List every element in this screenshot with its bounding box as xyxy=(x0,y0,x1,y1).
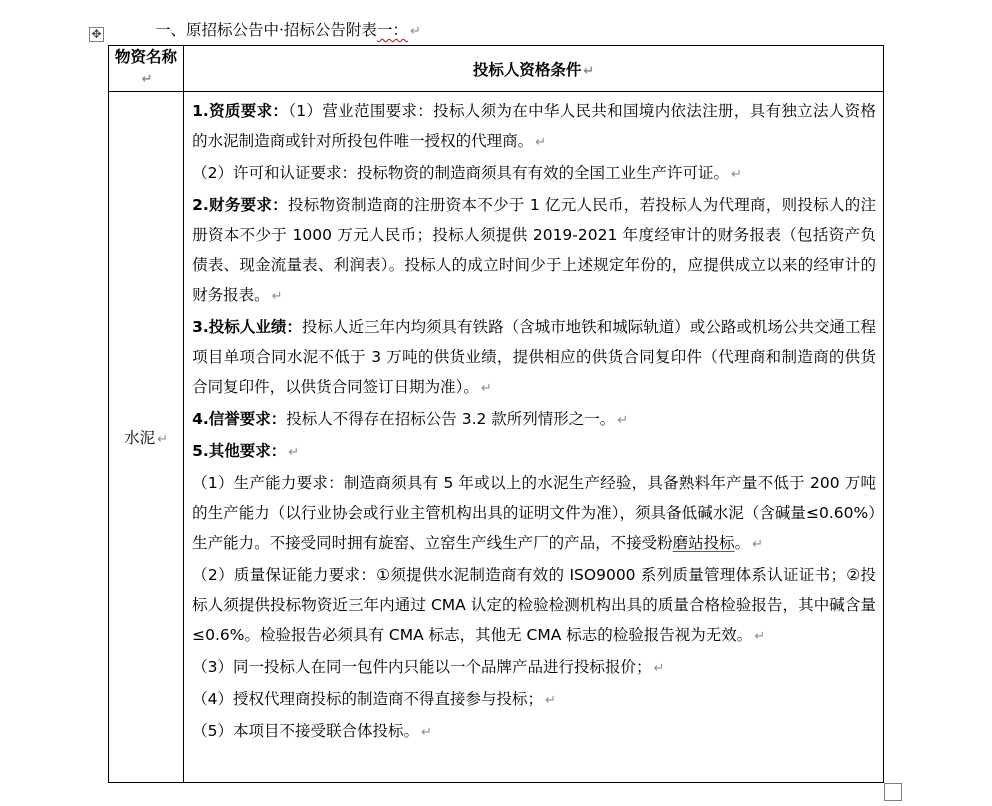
table-resize-handle-icon[interactable] xyxy=(884,783,902,801)
requirement-title: 2.财务要求： xyxy=(192,196,288,214)
requirement-paragraph xyxy=(192,716,876,748)
requirement-paragraph xyxy=(192,684,876,716)
header-qualification-label: 投标人资格条件 xyxy=(472,60,582,79)
underlined-term: 磨站投标 xyxy=(672,534,735,552)
requirement-text: （1）营业范围要求：投标人须为在中华人民共和国境内依法注册，具有独立法人资格的水泥制造商或针对所投包件唯一授权的代理商。 xyxy=(192,102,876,150)
paragraph-mark-icon: ↵ xyxy=(617,413,629,428)
paragraph-mark-icon: ↵ xyxy=(157,432,168,447)
requirement-paragraph xyxy=(192,468,876,560)
material-cell[interactable] xyxy=(109,92,184,783)
requirement-paragraph xyxy=(192,652,876,684)
requirement-paragraph xyxy=(192,312,876,404)
requirement-text: （3）同一投标人在同一包件内只能以一个品牌产品进行投标报价； xyxy=(192,658,652,676)
table-header-row xyxy=(109,46,884,92)
heading-text: 一、原招标公告中·招标公告附表 xyxy=(155,21,377,39)
qualification-table xyxy=(108,45,884,783)
section-heading xyxy=(155,20,421,40)
table-move-handle-icon[interactable]: ✥ xyxy=(89,27,104,42)
heading-text-spellcheck: 一： xyxy=(376,21,408,39)
requirement-text: （4）授权代理商投标的制造商不得直接参与投标； xyxy=(192,690,543,708)
requirement-paragraph xyxy=(192,158,876,190)
paragraph-mark-icon: ↵ xyxy=(535,135,547,150)
requirement-title: 4.信誉要求： xyxy=(192,410,287,428)
requirement-paragraph xyxy=(192,404,876,436)
paragraph-mark-icon: ↵ xyxy=(288,445,300,460)
requirement-paragraph xyxy=(192,436,876,468)
requirement-text: 投标物资制造商的注册资本不少于 1 亿元人民币，若投标人为代理商，则投标人的注册资本不少于 1000 万元人民币；投标人须提供 2019-2021 年度经审计的财务报表（包括资产负债表、现金流量表、利润表）。投标人的成立时间少于上述规定年份的，应提供成立以来的经审计的财务报表。 xyxy=(192,196,876,304)
qualification-text xyxy=(184,92,883,748)
requirement-text: 投标人不得存在招标公告 3.2 款所列情形之一。 xyxy=(286,410,616,428)
header-cell-qualification[interactable] xyxy=(184,46,884,92)
paragraph-mark-icon: ↵ xyxy=(653,661,665,676)
paragraph-mark-icon: ↵ xyxy=(480,381,492,396)
requirement-text-tail: 。 xyxy=(734,534,751,552)
requirement-text: （5）本项目不接受联合体投标。 xyxy=(192,722,419,740)
requirement-paragraph xyxy=(192,96,876,158)
paragraph-mark-icon: ↵ xyxy=(544,693,556,708)
qualification-cell[interactable] xyxy=(184,92,884,783)
requirement-text: （2）质量保证能力要求：①须提供水泥制造商有效的 ISO9000 系列质量管理体系认证证书；②投标人须提供投标物资近三年内通过 CMA 认定的检验检测机构出具的质量合格检验报告，其中碱含量≤0.6%。检验报告必须具有 CMA 标志，其他无 CMA 标志的检验报告视为无效。 xyxy=(192,566,876,644)
requirement-title: 5.其他要求： xyxy=(192,442,287,460)
paragraph-mark-icon: ↵ xyxy=(271,289,283,304)
paragraph-mark-icon: ↵ xyxy=(583,63,595,79)
paragraph-mark-icon: ↵ xyxy=(752,537,764,552)
requirement-title: 3.投标人业绩： xyxy=(192,318,302,336)
material-name: 水泥 xyxy=(124,429,156,447)
requirement-text: （1）生产能力要求：制造商须具有 5 年或以上的水泥生产经验，具备熟料年产量不低于 200 万吨的生产能力（以行业协会或行业主管机构出具的证明文件为准），须具备低碱水泥（含碱量≤0.60%）生产能力。不接受同时拥有旋窑、立窑生产线生产厂的产品，不接受粉 xyxy=(192,474,876,552)
table-row xyxy=(109,92,884,783)
paragraph-mark-icon: ↵ xyxy=(141,72,153,87)
requirement-title: 1.资质要求： xyxy=(192,102,289,120)
requirement-text: （2）许可和认证要求：投标物资的制造商须具有有效的全国工业生产许可证。 xyxy=(192,164,729,182)
requirement-paragraph xyxy=(192,560,876,652)
paragraph-mark-icon: ↵ xyxy=(754,629,766,644)
paragraph-mark-icon: ↵ xyxy=(420,725,432,740)
requirement-text: 投标人近三年内均须具有铁路（含城市地铁和城际轨道）或公路或机场公共交通工程项目单项合同水泥不低于 3 万吨的供货业绩，提供相应的供货合同复印件（代理商和制造商的供货合同复印件，以供货合同签订日期为准）。 xyxy=(192,318,876,396)
paragraph-mark-icon: ↵ xyxy=(730,167,742,182)
requirement-paragraph xyxy=(192,190,876,312)
header-cell-material[interactable] xyxy=(109,46,184,92)
paragraph-mark-icon: ↵ xyxy=(409,24,421,39)
header-material-label: 物资名称 xyxy=(115,48,178,66)
